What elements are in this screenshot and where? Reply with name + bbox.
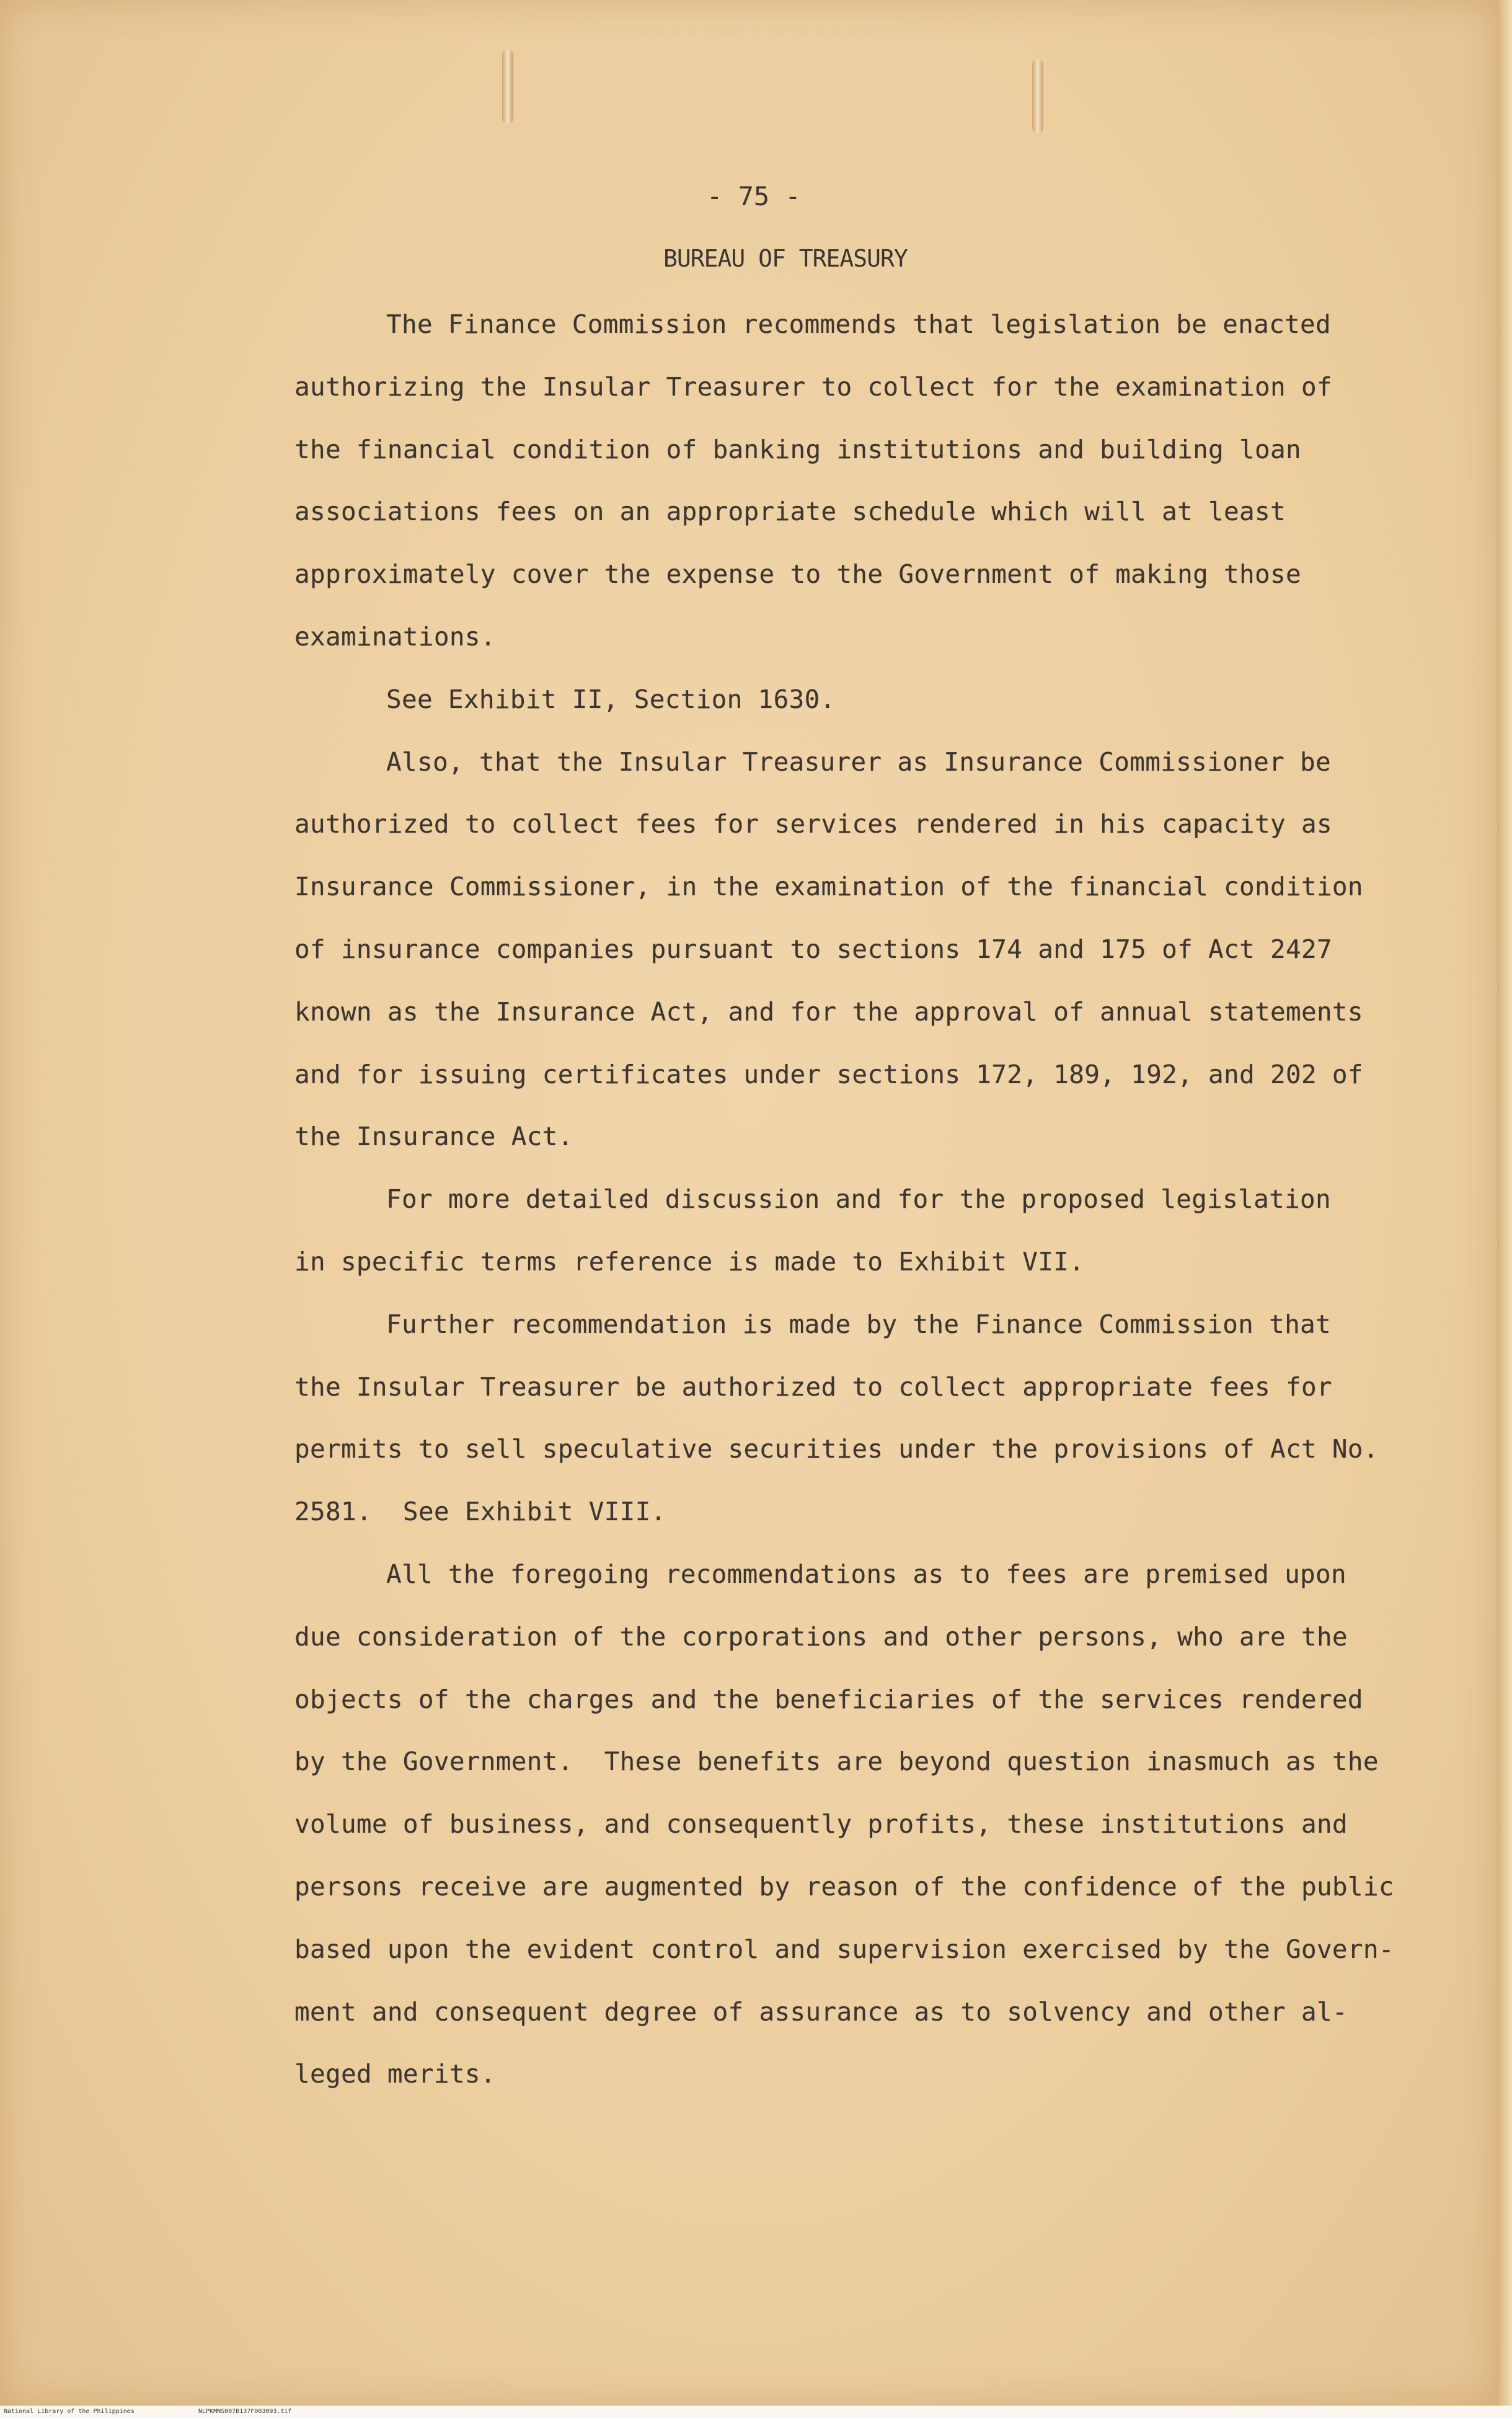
text-line: and for issuing certificates under sections 172, 189, 192, and 202 of — [294, 1059, 1363, 1089]
footer-library: National Library of the Philippines — [4, 2408, 135, 2415]
text-line: For more detailed discussion and for the proposed legislation — [386, 1184, 1332, 1215]
text-line: of insurance companies pursuant to sections 174 and 175 of Act 2427 — [294, 934, 1332, 964]
text-line: persons receive are augmented by reason of the confidence of the public — [294, 1871, 1394, 1902]
text-line: authorized to collect fees for services rendered in his capacity as — [294, 809, 1332, 839]
section-heading: BUREAU OF TREASURY — [663, 245, 908, 272]
text-line: known as the Insurance Act, and for the approval of annual statements — [294, 996, 1363, 1027]
text-line: by the Government. These benefits are beyond question inasmuch as the — [294, 1747, 1379, 1777]
text-line: approximately cover the expense to the Government of making those — [294, 559, 1301, 590]
text-line: in specific terms reference is made to Exhibit VII. — [294, 1246, 1085, 1277]
punch-hole-right — [1032, 59, 1043, 133]
body-text — [294, 293, 1410, 2106]
text-line: objects of the charges and the beneficiaries of the services rendered — [294, 1684, 1363, 1714]
text-line: ment and consequent degree of assurance as to solvency and other al- — [294, 1996, 1348, 2027]
text-line: examinations. — [294, 621, 496, 652]
scan-footer — [0, 2406, 1512, 2418]
text-line: the financial condition of banking institutions and building loan — [294, 434, 1301, 464]
page-edge — [1497, 0, 1512, 2418]
text-line: volume of business, and consequently profits, these institutions and — [294, 1809, 1348, 1840]
text-line: 2581. See Exhibit VIII. — [294, 1497, 666, 1527]
punch-hole-left — [502, 50, 513, 124]
footer-filename: NLPKMNS007B137F003093.tif — [198, 2408, 292, 2415]
text-line: The Finance Commission recommends that legislation be enacted — [386, 309, 1332, 339]
text-line: due consideration of the corporations and other persons, who are the — [294, 1621, 1348, 1652]
text-line: See Exhibit II, Section 1630. — [386, 684, 836, 714]
page-number: - 75 - — [707, 181, 801, 211]
text-line: based upon the evident control and supervision exercised by the Govern- — [294, 1934, 1394, 1964]
text-line: the Insular Treasurer be authorized to collect appropriate fees for — [294, 1371, 1332, 1402]
text-line: Also, that the Insular Treasurer as Insurance Commissioner be — [386, 746, 1332, 777]
text-line: authorizing the Insular Treasurer to collect for the examination of — [294, 371, 1332, 402]
text-line: Further recommendation is made by the Finance Commission that — [386, 1309, 1332, 1339]
text-line: Insurance Commissioner, in the examination of the financial condition — [294, 872, 1363, 902]
text-line: All the foregoing recommendations as to fees are premised upon — [386, 1559, 1347, 1589]
text-line: associations fees on an appropriate schedule which will at least — [294, 497, 1286, 527]
text-line: the Insurance Act. — [294, 1122, 573, 1152]
text-line: leged merits. — [294, 2059, 496, 2089]
text-line: permits to sell speculative securities under the provisions of Act No. — [294, 1434, 1379, 1464]
